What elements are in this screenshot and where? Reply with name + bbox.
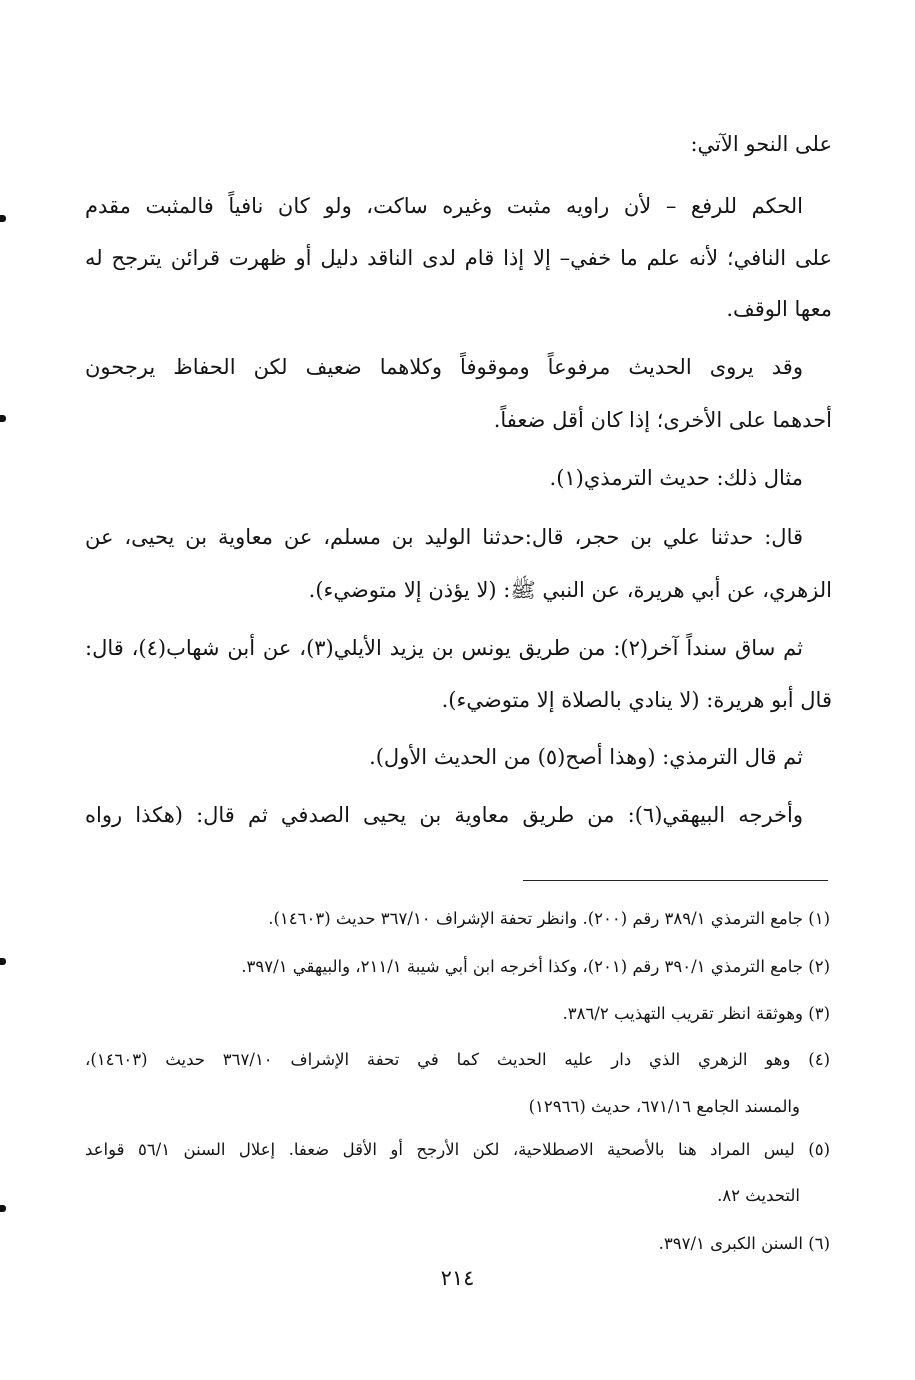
scan-edge-mark: [0, 1205, 6, 1212]
footnote-3: (٣) وهوثقة انظر تقريب التهذيب ٣٨٦/٢.: [562, 1004, 830, 1023]
body-line-13: وأخرجه البيهقي(٦): من طريق معاوية بن يحيى الصدفي ثم قال: (هكذا رواه: [85, 803, 803, 827]
scan-edge-mark: [0, 215, 6, 222]
footnote-1: (١) جامع الترمذي ٣٨٩/١ رقم (٢٠٠). وانظر تحفة الإشراف ٣٦٧/١٠ حديث (١٤٦٠٣).: [268, 909, 830, 928]
body-line-2: الحكم للرفع – لأن راويه مثبت وغيره ساكت، ولو كان نافياً فالمثبت مقدم: [85, 194, 803, 218]
page-number: ٢١٤: [440, 1266, 475, 1290]
footnote-5-continuation: التحديث ٨٢.: [717, 1186, 800, 1205]
body-line-10: ثم ساق سنداً آخر(٢): من طريق يونس بن يزيد الأيلي(٣)، عن أبن شهاب(٤)، قال:: [85, 636, 803, 660]
footnote-2: (٢) جامع الترمذي ٣٩٠/١ رقم (٢٠١)، وكذا أخرجه ابن أبي شيبة ٢١١/١، والبيهقي ٣٩٧/١.: [241, 957, 830, 976]
body-line-12: ثم قال الترمذي: (وهذا أصح(٥) من الحديث الأول).: [369, 745, 803, 769]
body-line-1: على النحو الآتي:: [690, 132, 832, 156]
footnote-4-continuation: والمسند الجامع ٦٧١/١٦، حديث (١٢٩٦٦): [528, 1097, 800, 1116]
body-line-11: قال أبو هريرة: (لا ينادي بالصلاة إلا متوضيء).: [441, 688, 832, 712]
body-line-6: أحدهما على الأخرى؛ إذا كان أقل ضعفاً.: [493, 408, 832, 432]
body-line-8: قال: حدثنا علي بن حجر، قال:حدثنا الوليد بن مسلم، عن معاوية بن يحيى، عن: [85, 525, 803, 549]
footnote-5: (٥) ليس المراد هنا بالأصحية الاصطلاحية، لكن الأرجح أو الأقل ضعفا. إعلال السنن ٥٦/١ قواعد: [85, 1140, 830, 1159]
body-line-5: وقد يروى الحديث مرفوعاً وموقوفاً وكلاهما ضعيف لكن الحفاظ يرجحون: [85, 355, 803, 379]
scan-edge-mark: [0, 958, 6, 965]
footnote-separator: [523, 880, 828, 881]
body-line-9: الزهري، عن أبي هريرة، عن النبي ﷺ: (لا يؤذن إلا متوضيء).: [308, 578, 832, 602]
footnote-6: (٦) السنن الكبرى ٣٩٧/١.: [658, 1234, 830, 1253]
body-line-7: مثال ذلك: حديث الترمذي(١).: [549, 466, 803, 490]
body-line-4: معها الوقف.: [726, 297, 832, 321]
scan-edge-mark: [0, 415, 6, 422]
footnote-4: (٤) وهو الزهري الذي دار عليه الحديث كما في تحفة الإشراف ٣٦٧/١٠ حديث (١٤٦٠٣)،: [85, 1050, 830, 1069]
body-line-3: على النافي؛ لأنه علم ما خفي– إلا إذا قام لدى الناقد دليل أو ظهرت قرائن يترجح له: [85, 246, 832, 270]
